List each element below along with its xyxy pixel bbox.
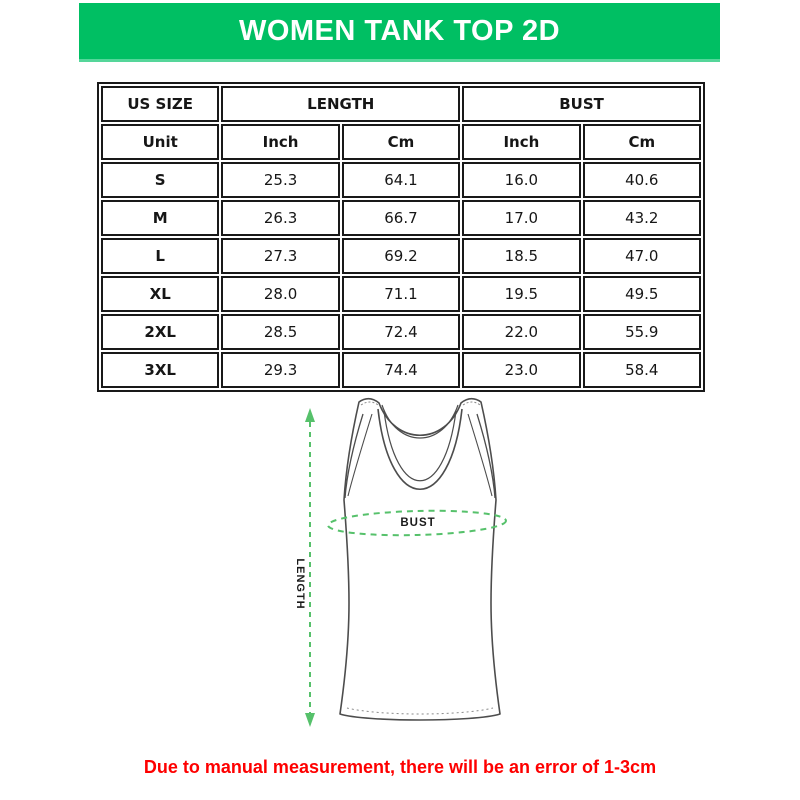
table-cell: 43.2 xyxy=(583,200,701,236)
table-row xyxy=(101,162,701,198)
table-row xyxy=(101,200,701,236)
tank-top-body xyxy=(340,399,500,720)
size-chart-table xyxy=(97,82,705,392)
measurement-disclaimer: Due to manual measurement, there will be an error of 1-3cm xyxy=(143,757,657,777)
unit-cell: Cm xyxy=(583,124,701,160)
table-cell: 16.0 xyxy=(462,162,580,198)
table-cell: 64.1 xyxy=(342,162,460,198)
table-group-header-row xyxy=(101,86,701,122)
table-cell: 40.6 xyxy=(583,162,701,198)
table-cell: 28.0 xyxy=(221,276,339,312)
table-unit-row xyxy=(101,124,701,160)
table-row xyxy=(101,276,701,312)
arrow-down-icon xyxy=(305,713,315,727)
table-cell: 49.5 xyxy=(583,276,701,312)
size-cell: M xyxy=(101,200,219,236)
size-cell: XL xyxy=(101,276,219,312)
table-cell: 19.5 xyxy=(462,276,580,312)
table-cell: 22.0 xyxy=(462,314,580,350)
length-label: LENGTH xyxy=(294,558,306,610)
column-group-length: LENGTH xyxy=(221,86,460,122)
page-title: WOMEN TANK TOP 2D xyxy=(238,14,561,47)
table-row xyxy=(101,314,701,350)
bust-label: BUST xyxy=(400,517,436,529)
title-banner xyxy=(79,3,720,62)
table-cell: 69.2 xyxy=(342,238,460,274)
unit-cell: Inch xyxy=(462,124,580,160)
table-cell: 66.7 xyxy=(342,200,460,236)
size-cell: L xyxy=(101,238,219,274)
tank-top-diagram xyxy=(260,388,560,750)
table-row xyxy=(101,352,701,388)
unit-cell: Unit xyxy=(101,124,219,160)
table-cell: 71.1 xyxy=(342,276,460,312)
table-cell: 28.5 xyxy=(221,314,339,350)
arrow-up-icon xyxy=(305,408,315,422)
table-cell: 23.0 xyxy=(462,352,580,388)
table-cell: 72.4 xyxy=(342,314,460,350)
size-cell: S xyxy=(101,162,219,198)
table-cell: 29.3 xyxy=(221,352,339,388)
table-cell: 58.4 xyxy=(583,352,701,388)
unit-cell: Cm xyxy=(342,124,460,160)
size-cell: 2XL xyxy=(101,314,219,350)
table-cell: 17.0 xyxy=(462,200,580,236)
table-cell: 26.3 xyxy=(221,200,339,236)
table-cell: 25.3 xyxy=(221,162,339,198)
column-group-us-size: US SIZE xyxy=(101,86,219,122)
table-cell: 27.3 xyxy=(221,238,339,274)
table-cell: 55.9 xyxy=(583,314,701,350)
unit-cell: Inch xyxy=(221,124,339,160)
column-group-bust: BUST xyxy=(462,86,701,122)
table-cell: 47.0 xyxy=(583,238,701,274)
table-cell: 18.5 xyxy=(462,238,580,274)
table-cell: 74.4 xyxy=(342,352,460,388)
size-cell: 3XL xyxy=(101,352,219,388)
table-row xyxy=(101,238,701,274)
tank-top-illustration xyxy=(260,388,560,750)
